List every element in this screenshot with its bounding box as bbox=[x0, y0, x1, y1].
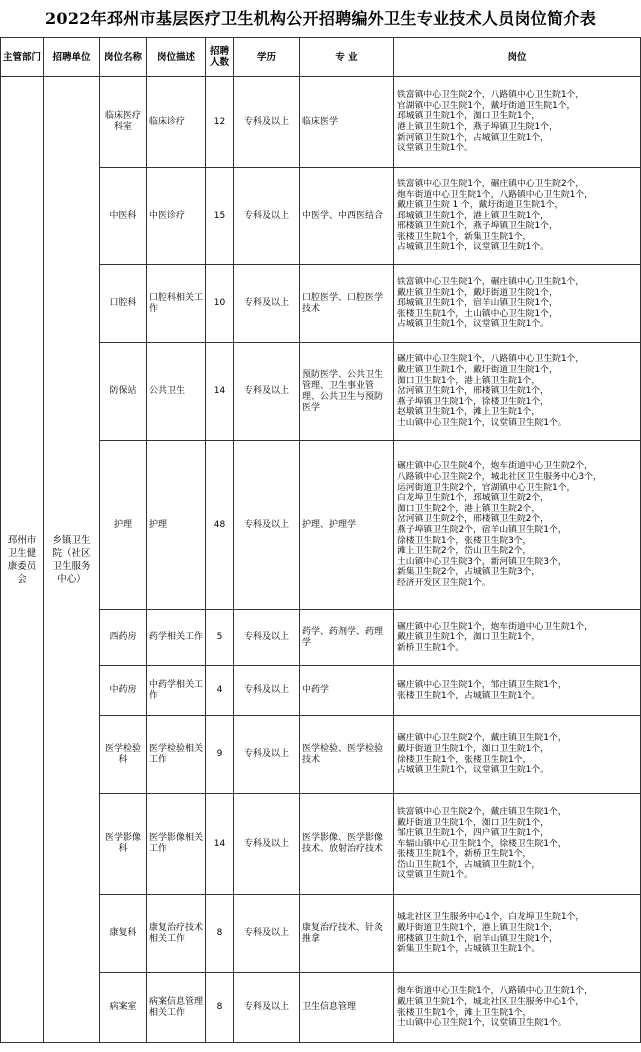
header-post: 岗位名称 bbox=[100, 38, 147, 77]
num-cell: 4 bbox=[206, 666, 234, 716]
post-cell: 医学影像科 bbox=[100, 794, 147, 895]
pos-cell: 碾庄镇中心卫生院1个，八路镇中心卫生院1个， 戴庄镇卫生院1个，戴圩街道卫生院1个， 洳口卫生院1个，港上镇卫生院1个， 岔河镇卫生院1个，邢楼镇卫生院1个， 燕子埠镇卫生院1个，徐楼卫生院1个， 赵墩镇卫生院1个，滩上卫生院1个， 土山镇中心卫生院1个，议堂镇卫生院1个。 bbox=[394, 343, 641, 441]
post-cell: 口腔科 bbox=[100, 265, 147, 343]
num-cell: 14 bbox=[206, 794, 234, 895]
num-cell: 12 bbox=[206, 77, 234, 168]
num-cell: 8 bbox=[206, 895, 234, 973]
major-cell: 预防医学、公共卫生管理、卫生事业管理、公共卫生与预防医学 bbox=[300, 343, 394, 441]
pos-cell: 铁富镇中心卫生院1个，碾庄镇中心卫生院1个， 戴庄镇卫生院1个，戴圩街道卫生院1个， 邳城镇卫生院1个，宿羊山镇卫生院1个， 张楼卫生院1个，土山镇中心卫生院1个， 占城镇卫生院1个，议堂镇卫生院1个。 bbox=[394, 265, 641, 343]
desc-cell: 护理 bbox=[147, 441, 206, 610]
header-major: 专 业 bbox=[300, 38, 394, 77]
desc-cell: 病案信息管理相关工作 bbox=[147, 973, 206, 1043]
desc-cell: 口腔科相关工作 bbox=[147, 265, 206, 343]
pos-cell: 铁富镇中心卫生院2个，戴庄镇卫生院1个， 戴圩街道卫生院1个，洳口卫生院1个， 邹庄镇卫生院1个，四户镇卫生院1个， 车辐山镇中心卫生院1个，徐楼卫生院1个， 张楼卫生院1个，新桥卫生院1个， 岱山卫生院1个，占城镇卫生院1个， 议堂镇卫生院1个。 bbox=[394, 794, 641, 895]
pos-cell: 铁富镇中心卫生院1个，碾庄镇中心卫生院2个， 炮车街道中心卫生院1个，八路镇中心卫生院1个， 戴庄镇卫生院 1 个，戴圩街道卫生院1个， 邳城镇卫生院1个，港上镇卫生院1个， 邢楼镇卫生院1个，燕子埠镇卫生院1个， 张楼卫生院1个，新集卫生院1个， 占城镇卫生院1个，议堂镇卫生院1个。 bbox=[394, 168, 641, 265]
header-pos: 岗位 bbox=[394, 38, 641, 77]
edu-cell: 专科及以上 bbox=[234, 77, 300, 168]
edu-cell: 专科及以上 bbox=[234, 168, 300, 265]
edu-cell: 专科及以上 bbox=[234, 716, 300, 794]
edu-cell: 专科及以上 bbox=[234, 895, 300, 973]
num-cell: 14 bbox=[206, 343, 234, 441]
desc-cell: 医学检验相关工作 bbox=[147, 716, 206, 794]
pos-cell: 碾庄镇中心卫生院4个，炮车街道中心卫生院2个， 八路镇中心卫生院2个，城北社区卫生服务中心3个， 运河街道卫生院2个，官湖镇中心卫生院1个， 白龙埠卫生院1个，邳城镇卫生院2个， 洳口卫生院2个，港上镇卫生院2个， 岔河镇卫生院2个，邢楼镇卫生院2个， 燕子埠镇卫生院2个，宿羊山镇卫生院1个， 徐楼卫生院1个，张楼卫生院3个， 滩上卫生院2个，岱山卫生院2个， 土山镇中心卫生院3个，新河镇卫生院3个， 新集卫生院2个，占城镇卫生院3个， 经济开发区卫生院1个。 bbox=[394, 441, 641, 610]
desc-cell: 康复治疗技术相关工作 bbox=[147, 895, 206, 973]
post-cell: 中医科 bbox=[100, 168, 147, 265]
positions-table bbox=[0, 37, 641, 1043]
desc-cell: 公共卫生 bbox=[147, 343, 206, 441]
header-unit: 招聘单位 bbox=[44, 38, 100, 77]
edu-cell: 专科及以上 bbox=[234, 794, 300, 895]
num-cell: 9 bbox=[206, 716, 234, 794]
post-cell: 康复科 bbox=[100, 895, 147, 973]
post-cell: 中药房 bbox=[100, 666, 147, 716]
unit-cell: 乡镇卫生院（社区卫生服务中心） bbox=[44, 77, 100, 1043]
pos-cell: 炮车街道中心卫生院1个，八路镇中心卫生院1个， 戴庄镇卫生院1个，城北社区卫生服务中心1个， 张楼卫生院1个，滩上卫生院1个， 土山镇中心卫生院1个，议堂镇卫生院1个。 bbox=[394, 973, 641, 1043]
major-cell: 医学检验、医学检验技术 bbox=[300, 716, 394, 794]
desc-cell: 药学相关工作 bbox=[147, 610, 206, 666]
dept-cell: 邳州市卫生健康委员会 bbox=[1, 77, 44, 1043]
desc-cell: 医学影像相关工作 bbox=[147, 794, 206, 895]
pos-cell: 碾庄镇中心卫生院2个，戴庄镇卫生院1个， 戴圩街道卫生院1个，洳口卫生院1个， 徐楼卫生院1个，张楼卫生院1个， 占城镇卫生院1个，议堂镇卫生院1个。 bbox=[394, 716, 641, 794]
edu-cell: 专科及以上 bbox=[234, 343, 300, 441]
table-row bbox=[1, 77, 641, 168]
major-cell: 中医学、中西医结合 bbox=[300, 168, 394, 265]
num-cell: 10 bbox=[206, 265, 234, 343]
major-cell: 口腔医学、口腔医学技术 bbox=[300, 265, 394, 343]
header-desc: 岗位描述 bbox=[147, 38, 206, 77]
major-cell: 卫生信息管理 bbox=[300, 973, 394, 1043]
major-cell: 中药学 bbox=[300, 666, 394, 716]
num-cell: 5 bbox=[206, 610, 234, 666]
pos-cell: 碾庄镇中心卫生院1个，炮车街道中心卫生院1个， 戴庄镇卫生院1个，洳口卫生院1个， 新桥卫生院1个。 bbox=[394, 610, 641, 666]
post-cell: 临床医疗科室 bbox=[100, 77, 147, 168]
post-cell: 护理 bbox=[100, 441, 147, 610]
edu-cell: 专科及以上 bbox=[234, 265, 300, 343]
desc-cell: 中医诊疗 bbox=[147, 168, 206, 265]
major-cell: 医学影像、医学影像技术、放射治疗技术 bbox=[300, 794, 394, 895]
pos-cell: 铁富镇中心卫生院2个，八路镇中心卫生院1个， 官湖镇中心卫生院1个，戴圩街道卫生院1个， 邳城镇卫生院1个，洳口卫生院1个， 港上镇卫生院1个，燕子埠镇卫生院1个， 新河镇卫生院1个，占城镇卫生院1个， 议堂镇卫生院1个。 bbox=[394, 77, 641, 168]
header-edu: 学历 bbox=[234, 38, 300, 77]
post-cell: 医学检验科 bbox=[100, 716, 147, 794]
edu-cell: 专科及以上 bbox=[234, 973, 300, 1043]
header-row bbox=[1, 38, 641, 77]
major-cell: 康复治疗技术、针灸推拿 bbox=[300, 895, 394, 973]
edu-cell: 专科及以上 bbox=[234, 666, 300, 716]
post-cell: 防保站 bbox=[100, 343, 147, 441]
num-cell: 15 bbox=[206, 168, 234, 265]
pos-cell: 碾庄镇中心卫生院1个，邹庄镇卫生院1个， 张楼卫生院1个，占城镇卫生院1个。 bbox=[394, 666, 641, 716]
num-cell: 48 bbox=[206, 441, 234, 610]
edu-cell: 专科及以上 bbox=[234, 441, 300, 610]
desc-cell: 中药学相关工作 bbox=[147, 666, 206, 716]
major-cell: 临床医学 bbox=[300, 77, 394, 168]
header-dept: 主管部门 bbox=[1, 38, 44, 77]
post-cell: 西药房 bbox=[100, 610, 147, 666]
page-title: 2022年邳州市基层医疗卫生机构公开招聘编外卫生专业技术人员岗位简介表 bbox=[44, 9, 597, 28]
header-num: 招聘人数 bbox=[206, 38, 234, 77]
num-cell: 8 bbox=[206, 973, 234, 1043]
major-cell: 药学、药剂学、药理学 bbox=[300, 610, 394, 666]
edu-cell: 专科及以上 bbox=[234, 610, 300, 666]
desc-cell: 临床诊疗 bbox=[147, 77, 206, 168]
post-cell: 病案室 bbox=[100, 973, 147, 1043]
major-cell: 护理、护理学 bbox=[300, 441, 394, 610]
pos-cell: 城北社区卫生服务中心1个，白龙埠卫生院1个， 戴圩街道卫生院1个，港上镇卫生院1个， 邢楼镇卫生院1个，宿羊山镇卫生院1个， 新集卫生院1个，占城镇卫生院1个。 bbox=[394, 895, 641, 973]
